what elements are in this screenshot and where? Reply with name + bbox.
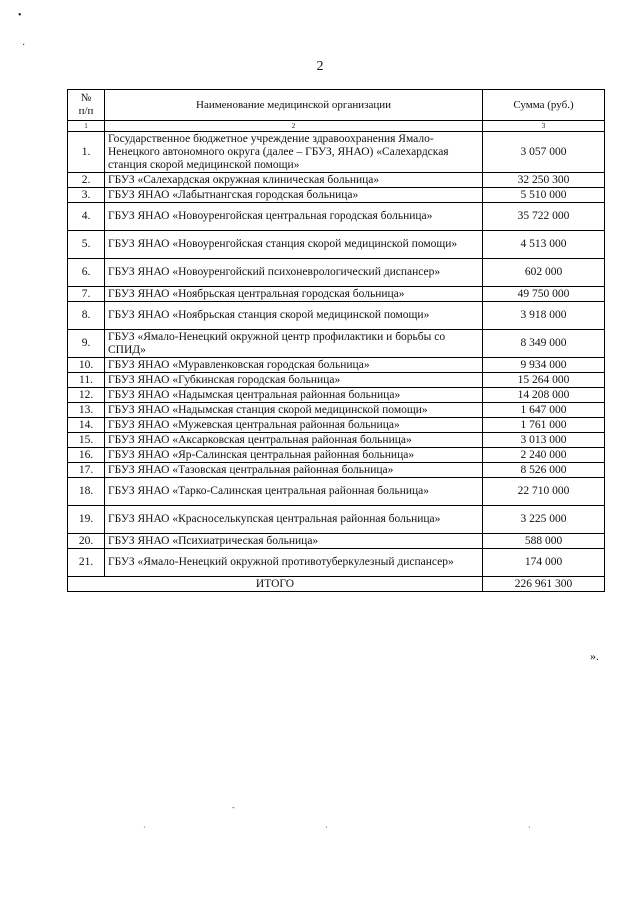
- organization-name: ГБУЗ ЯНАО «Надымская станция скорой медицинской помощи»: [105, 403, 483, 418]
- organization-name: ГБУЗ ЯНАО «Красноселькупская центральная районная больница»: [105, 506, 483, 534]
- table-row: [68, 287, 605, 302]
- organization-name: ГБУЗ ЯНАО «Новоуренгойская центральная городская больница»: [105, 203, 483, 231]
- table-row: [68, 231, 605, 259]
- organization-name: ГБУЗ «Ямало-Ненецкий окружной центр профилактики и борьбы со СПИД»: [105, 330, 483, 358]
- table-row: [68, 302, 605, 330]
- organization-name: ГБУЗ ЯНАО «Психиатрическая больница»: [105, 534, 483, 549]
- total-label: ИТОГО: [68, 577, 483, 592]
- table-row: [68, 358, 605, 373]
- organization-name: ГБУЗ ЯНАО «Тарко-Салинская центральная районная больница»: [105, 478, 483, 506]
- organization-name: ГБУЗ «Ямало-Ненецкий окружной противотуберкулезный диспансер»: [105, 549, 483, 577]
- row-sum: 22 710 000: [483, 478, 605, 506]
- header-sum: Сумма (руб.): [483, 90, 605, 121]
- organization-name: ГБУЗ ЯНАО «Лабытнангская городская больница»: [105, 188, 483, 203]
- row-number: 15.: [68, 433, 105, 448]
- scan-artifact-mark: ·: [325, 823, 328, 832]
- row-number: 18.: [68, 478, 105, 506]
- row-sum: 32 250 300: [483, 173, 605, 188]
- row-number: 2.: [68, 173, 105, 188]
- row-number: 5.: [68, 231, 105, 259]
- table-row: [68, 259, 605, 287]
- table-row: [68, 373, 605, 388]
- table-row: [68, 463, 605, 478]
- organization-name: ГБУЗ ЯНАО «Надымская центральная районная больница»: [105, 388, 483, 403]
- row-sum: 3 013 000: [483, 433, 605, 448]
- row-number: 11.: [68, 373, 105, 388]
- row-number: 4.: [68, 203, 105, 231]
- header-number: № п/п: [68, 90, 105, 121]
- row-sum: 3 918 000: [483, 302, 605, 330]
- column-number: 3: [483, 121, 605, 132]
- organization-name: ГБУЗ ЯНАО «Новоуренгойская станция скорой медицинской помощи»: [105, 231, 483, 259]
- row-number: 12.: [68, 388, 105, 403]
- row-number: 17.: [68, 463, 105, 478]
- table-row: [68, 433, 605, 448]
- organization-name: ГБУЗ ЯНАО «Новоуренгойский психоневрологический диспансер»: [105, 259, 483, 287]
- row-number: 6.: [68, 259, 105, 287]
- table-row: [68, 534, 605, 549]
- table-row: [68, 418, 605, 433]
- table-row: [68, 132, 605, 173]
- column-number: 1: [68, 121, 105, 132]
- table-row: [68, 478, 605, 506]
- total-row: [68, 577, 605, 592]
- row-number: 16.: [68, 448, 105, 463]
- row-number: 20.: [68, 534, 105, 549]
- table-row: [68, 506, 605, 534]
- column-number: 2: [105, 121, 483, 132]
- row-sum: 3 057 000: [483, 132, 605, 173]
- total-sum: 226 961 300: [483, 577, 605, 592]
- row-sum: 174 000: [483, 549, 605, 577]
- organization-name: Государственное бюджетное учреждение здравоохранения Ямало-Ненецкого автономного округа (далее – ГБУЗ, ЯНАО) «Салехардская станция скорой медицинской помощи»: [105, 132, 483, 173]
- organization-name: ГБУЗ ЯНАО «Губкинская городская больница»: [105, 373, 483, 388]
- row-number: 3.: [68, 188, 105, 203]
- row-sum: 5 510 000: [483, 188, 605, 203]
- row-sum: 588 000: [483, 534, 605, 549]
- organization-name: ГБУЗ ЯНАО «Тазовская центральная районная больница»: [105, 463, 483, 478]
- row-number: 21.: [68, 549, 105, 577]
- table-header-row: [68, 90, 605, 121]
- row-number: 13.: [68, 403, 105, 418]
- row-number: 7.: [68, 287, 105, 302]
- funding-table: [67, 89, 605, 592]
- table-row: [68, 388, 605, 403]
- row-sum: 8 349 000: [483, 330, 605, 358]
- organization-name: ГБУЗ ЯНАО «Яр-Салинская центральная районная больница»: [105, 448, 483, 463]
- scan-artifact-mark: -: [232, 803, 235, 812]
- row-number: 19.: [68, 506, 105, 534]
- row-number: 1.: [68, 132, 105, 173]
- row-sum: 49 750 000: [483, 287, 605, 302]
- organization-name: ГБУЗ ЯНАО «Муравленковская городская больница»: [105, 358, 483, 373]
- table-row: [68, 188, 605, 203]
- organization-name: ГБУЗ ЯНАО «Аксарковская центральная районная больница»: [105, 433, 483, 448]
- page-number: 2: [316, 59, 324, 74]
- table-row: [68, 203, 605, 231]
- row-number: 8.: [68, 302, 105, 330]
- table-row: [68, 330, 605, 358]
- row-number: 10.: [68, 358, 105, 373]
- scan-artifact-mark: ·: [143, 823, 146, 832]
- table-row: [68, 448, 605, 463]
- row-sum: 602 000: [483, 259, 605, 287]
- table-row: [68, 403, 605, 418]
- organization-name: ГБУЗ ЯНАО «Ноябрьская станция скорой медицинской помощи»: [105, 302, 483, 330]
- row-sum: 2 240 000: [483, 448, 605, 463]
- row-sum: 8 526 000: [483, 463, 605, 478]
- table-row: [68, 549, 605, 577]
- row-sum: 9 934 000: [483, 358, 605, 373]
- table-row: [68, 173, 605, 188]
- scan-artifact-mark: ·: [22, 40, 26, 51]
- row-sum: 14 208 000: [483, 388, 605, 403]
- row-sum: 1 761 000: [483, 418, 605, 433]
- row-sum: 3 225 000: [483, 506, 605, 534]
- row-sum: 35 722 000: [483, 203, 605, 231]
- scan-artifact-mark: ·: [528, 823, 531, 832]
- closing-quote-mark: ».: [590, 649, 599, 663]
- row-sum: 1 647 000: [483, 403, 605, 418]
- scan-artifact-mark: •: [18, 10, 22, 21]
- row-sum: 15 264 000: [483, 373, 605, 388]
- header-organization-name: Наименование медицинской организации: [105, 90, 483, 121]
- row-sum: 4 513 000: [483, 231, 605, 259]
- organization-name: ГБУЗ ЯНАО «Мужевская центральная районная больница»: [105, 418, 483, 433]
- row-number: 9.: [68, 330, 105, 358]
- row-number: 14.: [68, 418, 105, 433]
- organization-name: ГБУЗ «Салехардская окружная клиническая больница»: [105, 173, 483, 188]
- column-number-row: [68, 121, 605, 132]
- organization-name: ГБУЗ ЯНАО «Ноябрьская центральная городская больница»: [105, 287, 483, 302]
